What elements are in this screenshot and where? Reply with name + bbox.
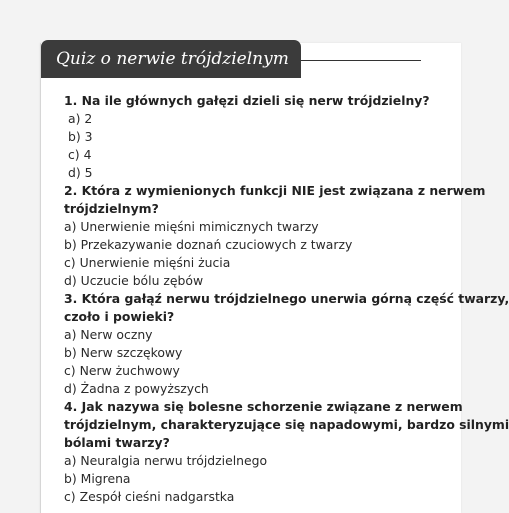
question-3-line-1: 3. Która gałąź nerwu trójdzielnego unerwia górną część twarzy, [64, 291, 509, 306]
question-2-line-1: 2. Która z wymienionych funkcji NIE jest związana z nerwem [64, 183, 486, 198]
question-3-option-c: c) Nerw żuchwowy [64, 363, 180, 378]
title-divider [301, 60, 421, 61]
question-1-option-c: c) 4 [68, 147, 92, 162]
question-3-option-d: d) Żadna z powyższych [64, 381, 209, 396]
question-4-option-a: a) Neuralgia nerwu trójdzielnego [64, 453, 268, 468]
question-1-line-1: 1. Na ile głównych gałęzi dzieli się nerw trójdzielny? [64, 93, 430, 108]
question-3-option-a: a) Nerw oczny [64, 327, 153, 342]
quiz-title-box [41, 40, 301, 78]
question-3-option-b: b) Nerw szczękowy [64, 345, 183, 360]
question-1-option-a: a) 2 [68, 111, 93, 126]
question-4-option-c: c) Zespół cieśni nadgarstka [64, 489, 235, 504]
question-2-line-2: trójdzielnym? [64, 201, 159, 216]
quiz-title: Quiz o nerwie trójdzielnym [56, 49, 289, 69]
question-4-line-1: 4. Jak nazywa się bolesne schorzenie związane z nerwem [64, 399, 463, 414]
quiz-content [64, 92, 509, 506]
question-1-option-b: b) 3 [68, 129, 93, 144]
question-4-line-3: bólami twarzy? [64, 435, 170, 450]
question-3-line-2: czoło i powieki? [64, 309, 175, 324]
question-2-option-d: d) Uczucie bólu zębów [64, 273, 204, 288]
question-4-option-b: b) Migrena [64, 471, 131, 486]
question-2-option-a: a) Unerwienie mięśni mimicznych twarzy [64, 219, 319, 234]
question-1-option-d: d) 5 [68, 165, 93, 180]
question-2-option-c: c) Unerwienie mięśni żucia [64, 255, 231, 270]
question-4-line-2: trójdzielnym, charakteryzujące się napadowymi, bardzo silnymi [64, 417, 509, 432]
question-2-option-b: b) Przekazywanie doznań czuciowych z twarzy [64, 237, 353, 252]
